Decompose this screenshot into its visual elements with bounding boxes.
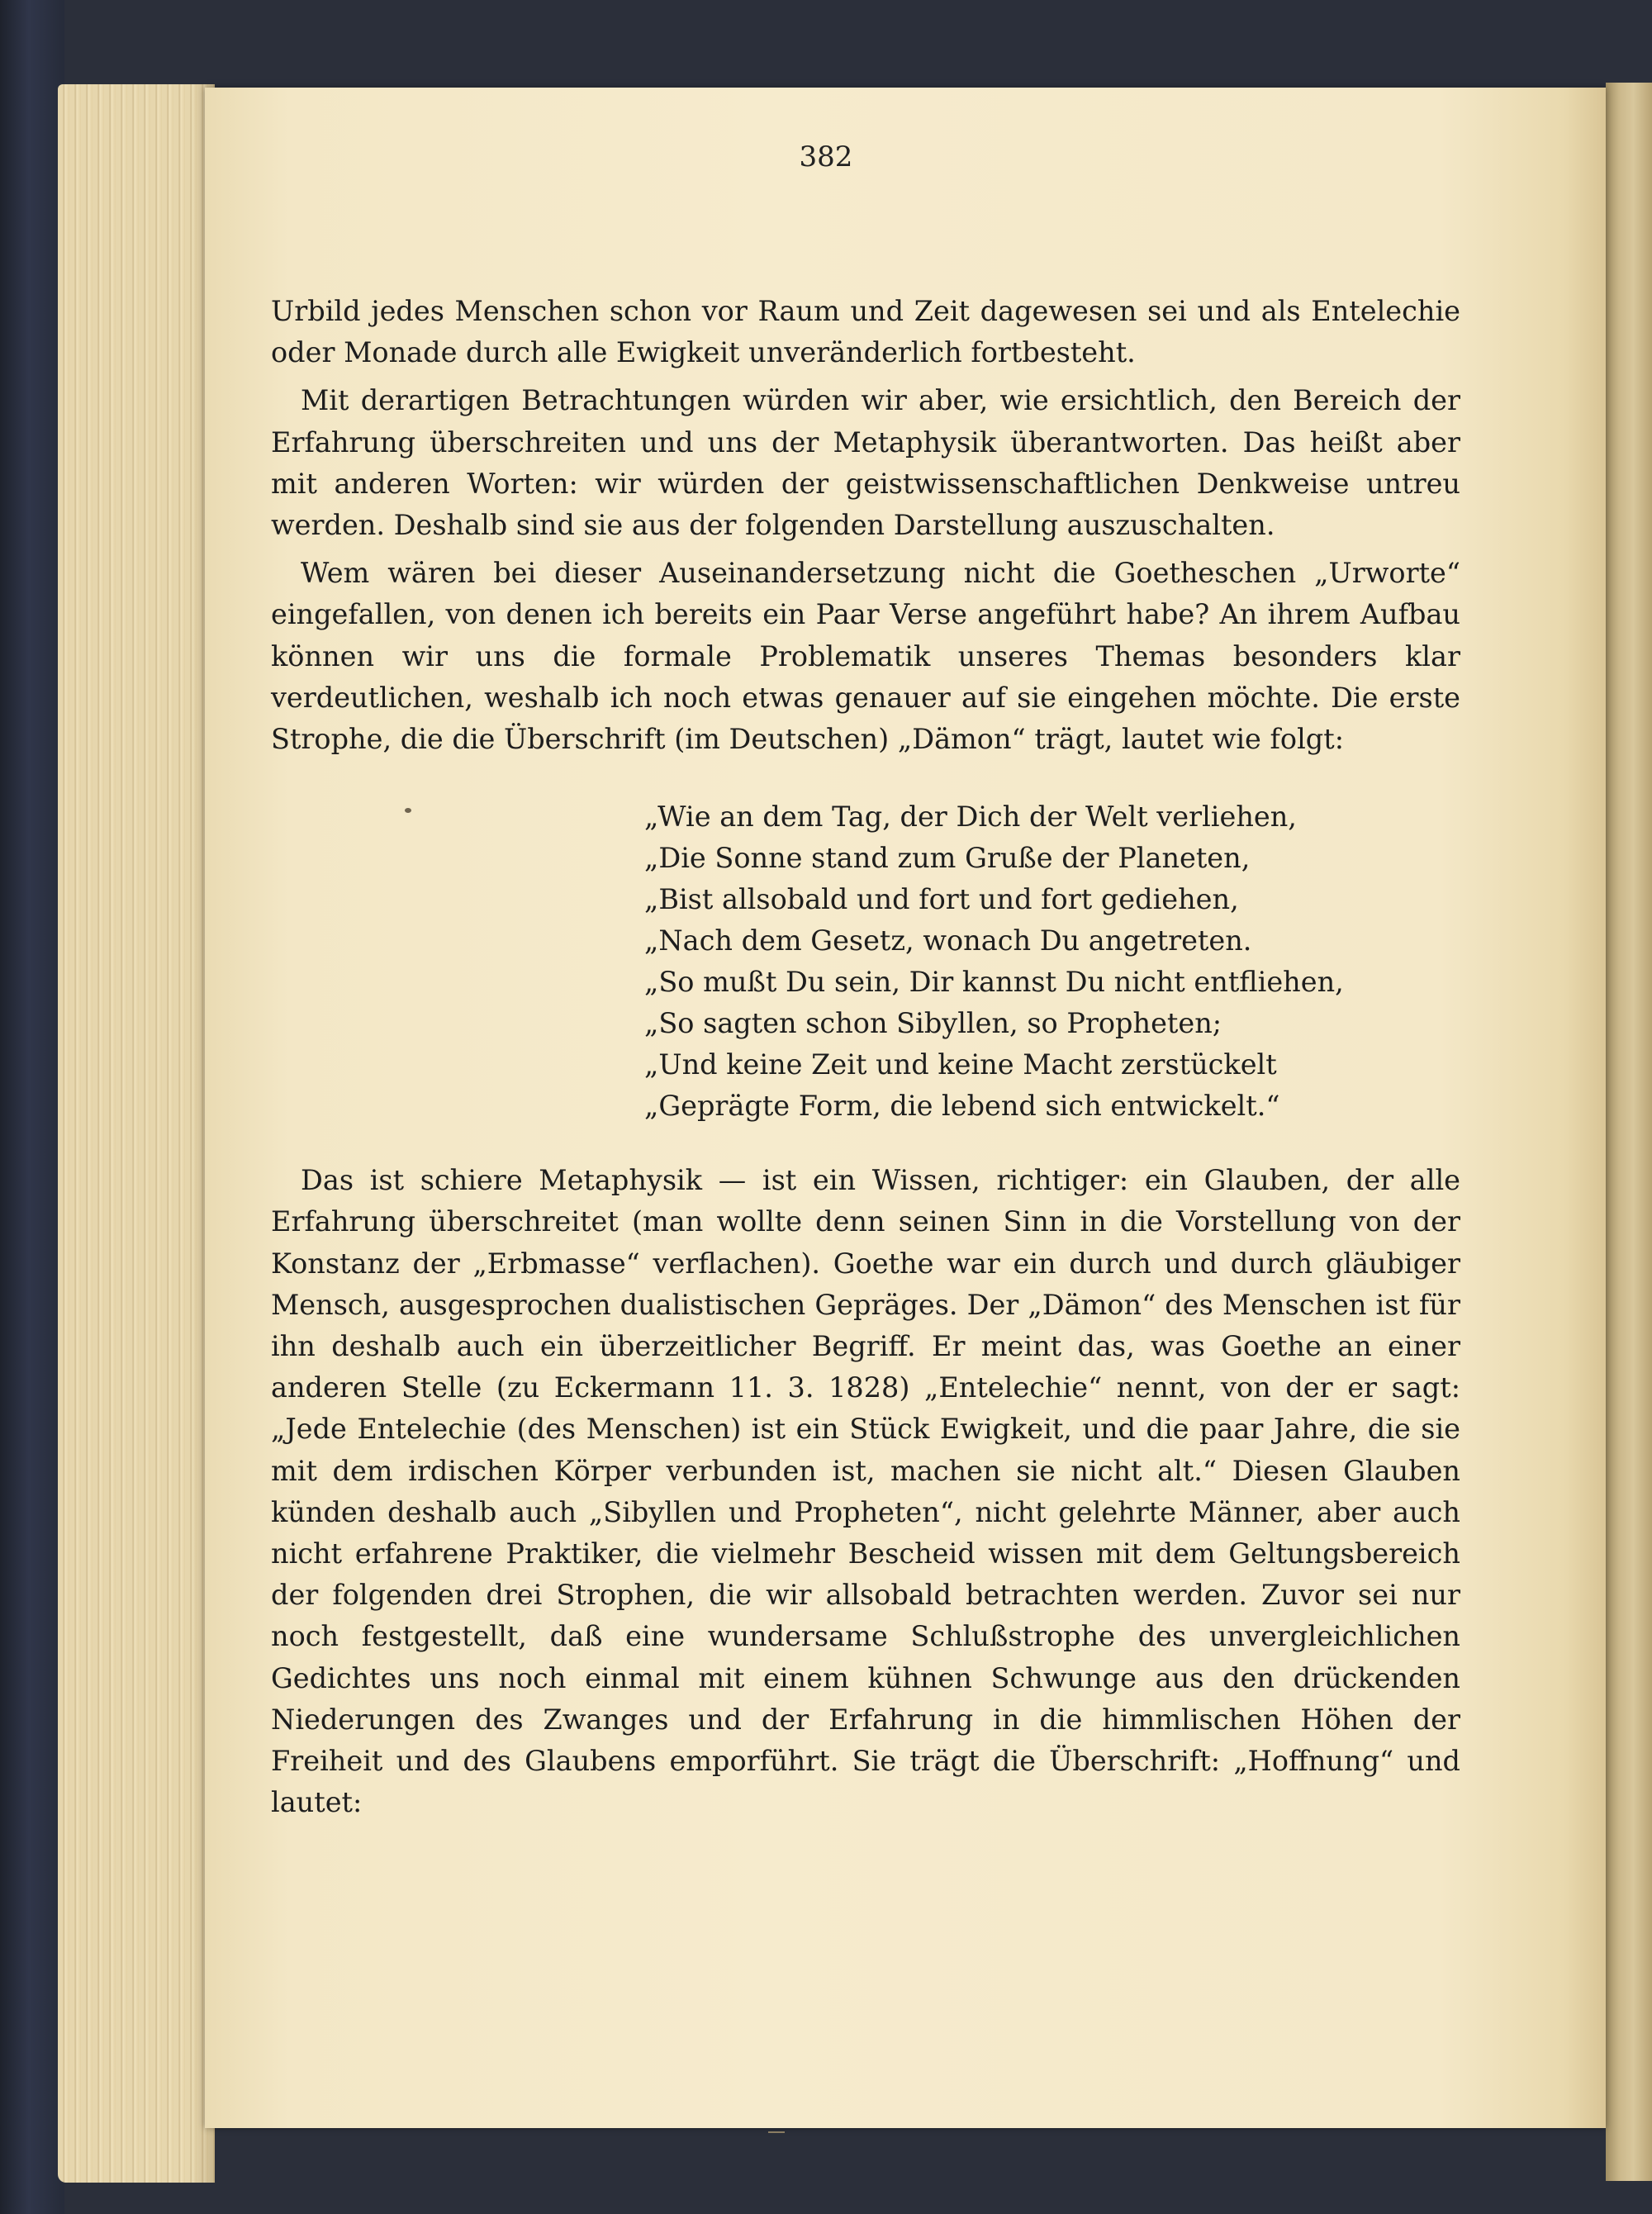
paragraph-1: Urbild jedes Menschen schon vor Raum und Zeit dagewesen sei und als Entelechie oder Monade durch alle Ewigkeit unveränderlich fortbesteht.	[271, 295, 1460, 369]
book-binding	[0, 0, 64, 2214]
poem-line: „Wie an dem Tag, der Dich der Welt verliehen,	[644, 801, 1297, 834]
poem-stanza	[271, 796, 1460, 1127]
poem-line: „So sagten schon Sibyllen, so Propheten;	[644, 1007, 1222, 1040]
page-number: 382	[799, 140, 853, 173]
page-edges	[58, 84, 215, 2183]
paragraph-2: Mit derartigen Betrachtungen würden wir aber, wie ersichtlich, den Bereich der Erfahrung überschreiten und uns der Metaphysik überantworten. Das heißt aber mit anderen Worten: wir würden der geistwissenschaftlichen Denkweise untreu werden. Deshalb sind sie aus der folgenden Darstellung auszuschalten.	[271, 384, 1460, 542]
facing-page-edge	[1606, 83, 1652, 2181]
ink-speck	[405, 808, 411, 813]
paragraph-3: Wem wären bei dieser Auseinandersetzung nicht die Goetheschen „Urworte“ eingefallen, von denen ich bereits ein Paar Verse angeführt habe? An ihrem Aufbau können wir uns die formale Problematik unseres Themas besonders klar verdeutlichen, weshalb ich noch etwas genauer auf sie eingehen möchte. Die erste Strophe, die die Überschrift (im Deutschen) „Dämon“ trägt, lautet wie folgt:	[271, 557, 1460, 756]
poem-line: „Nach dem Gesetz, wonach Du angetreten.	[644, 924, 1252, 957]
page-body	[271, 291, 1460, 1823]
paragraph-closing: Das ist schiere Metaphysik — ist ein Wissen, richtiger: ein Glauben, der alle Erfahrung überschreitet (man wollte denn seinen Sinn in die Vorstellung von der Konstanz der „Erbmasse“ verflachen). Goethe war ein durch und durch gläubiger Mensch, ausgesprochen dualistischen Gepräges. Der „Dämon“ des Menschen ist für ihn deshalb auch ein überzeitlicher Begriff. Er meint das, was Goethe an einer anderen Stelle (zu Eckermann 11. 3. 1828) „Entelechie“ nennt, von der er sagt: „Jede Entelechie (des Menschen) ist ein Stück Ewigkeit, und die paar Jahre, die sie mit dem irdischen Körper verbunden ist, machen sie nicht alt.“ Diesen Glauben künden deshalb auch „Sibyllen und Propheten“, nicht gelehrte Männer, aber auch nicht erfahrene Praktiker, die vielmehr Bescheid wissen mit dem Geltungsbereich der folgenden drei Strophen, die wir allsobald betrachten werden. Zuvor sei nur noch festgestellt, daß eine wundersame Schlußstrophe des unvergleichlichen Gedichtes uns noch einmal mit einem kühnen Schwunge aus den drückenden Niederungen des Zwanges und der Erfahrung in die himmlischen Höhen der Freiheit und des Glaubens emporführt. Sie trägt die Überschrift: „Hoffnung“ und lautet:	[271, 1164, 1460, 1819]
poem-line: „Bist allsobald und fort und fort gediehen,	[644, 883, 1239, 916]
page-end-mark	[768, 2131, 785, 2133]
poem-line: „Die Sonne stand zum Gruße der Planeten,	[644, 842, 1251, 875]
poem-line: „Geprägte Form, die lebend sich entwickelt.“	[644, 1090, 1280, 1123]
poem-line: „So mußt Du sein, Dir kannst Du nicht entfliehen,	[644, 966, 1344, 999]
poem-line: „Und keine Zeit und keine Macht zerstückelt	[644, 1048, 1277, 1081]
